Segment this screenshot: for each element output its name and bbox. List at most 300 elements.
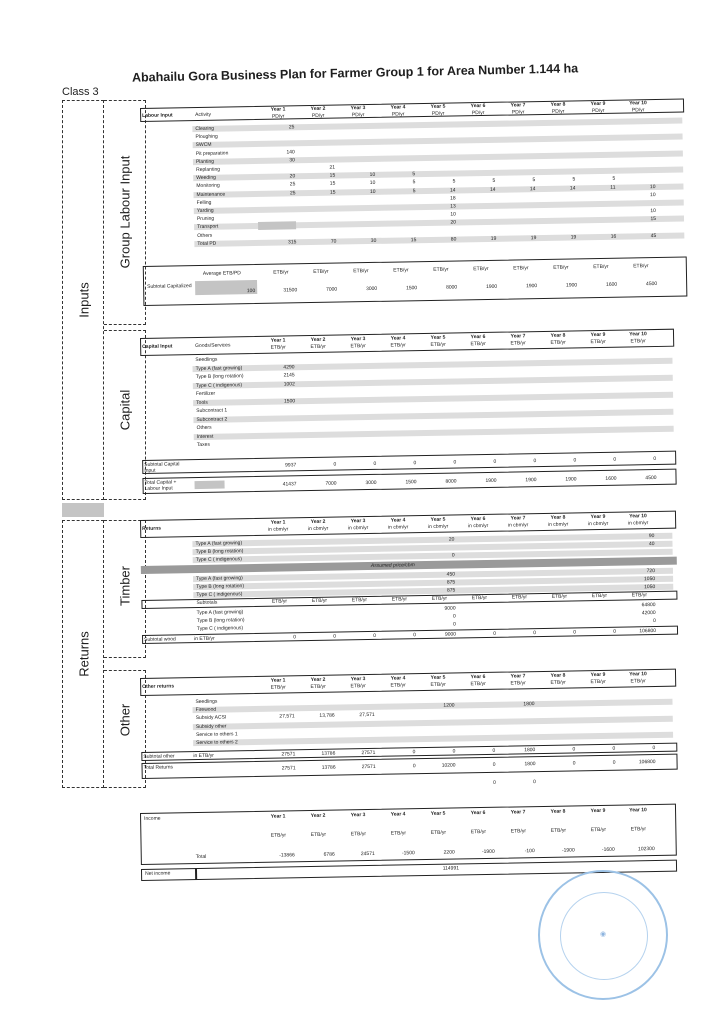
timber-price: 720	[646, 568, 656, 575]
header-label: Returns	[142, 525, 162, 532]
etb-unit: ETB/yr	[593, 263, 609, 271]
total-input-value: 41437	[282, 481, 297, 488]
etb-unit: ETB/yr	[631, 592, 648, 599]
other-item-label: Seedlings	[195, 698, 218, 706]
timber-price: 450	[446, 571, 456, 578]
year-header: Year 8	[550, 101, 566, 108]
timber-type-label: Type B (long rotation)	[195, 548, 244, 556]
capital-item-label: Tools	[196, 399, 208, 406]
year-header: Year 1	[270, 813, 286, 820]
labour-value: 5	[412, 187, 416, 194]
other-subtotal-value: 0	[572, 746, 576, 753]
net-income-value: 114991	[442, 865, 460, 872]
capital-label: Capital	[117, 389, 133, 431]
timber-subtotal-value: 0	[613, 628, 617, 635]
other-subtotal-value: 13786	[321, 750, 336, 757]
other-item-label: Subsidy ACSI	[195, 714, 227, 722]
timber-type-label: Type A (fast growing)	[195, 575, 243, 583]
etb-unit: ETB/yr	[273, 269, 289, 276]
etb-unit: ETB/yr	[513, 265, 529, 272]
labour-value: 16	[610, 233, 617, 240]
labour-value: 19	[490, 235, 497, 242]
year-header: Year 9	[590, 331, 606, 339]
other-subtotal-value: 1800	[524, 747, 536, 754]
year-header: Year 7	[510, 673, 526, 680]
unit-header: ETB/yr	[350, 831, 367, 838]
year-header: Year 5	[430, 516, 446, 523]
unit-header: in cbm/yr	[307, 525, 329, 533]
year-header: Year 6	[470, 333, 486, 341]
year-header: Year 9	[590, 100, 606, 108]
etb-unit: ETB/yr	[431, 595, 448, 602]
labour-value: 21	[329, 164, 336, 171]
timber-section	[140, 511, 678, 662]
income-total-value: -100	[524, 848, 535, 855]
etb-unit: ETB/yr	[591, 592, 608, 600]
capital-item-label: Subcontract 1	[196, 407, 228, 415]
capital-item-label: Type C ( indigenous)	[195, 381, 243, 389]
capital-subtotal-value: 0	[533, 458, 537, 465]
labour-subtotal-value: 31500	[283, 287, 298, 294]
labour-value: 15	[410, 236, 417, 244]
unit-header: in cbm/yr	[267, 526, 289, 533]
activity-label: Ploughing	[195, 133, 218, 141]
capital-value: 1002	[283, 380, 295, 387]
year-header: Year 3	[350, 676, 366, 683]
labour-subtotal-value: 3000	[366, 285, 378, 293]
unit-header: ETB/yr	[630, 678, 646, 685]
other-label: Other	[117, 703, 133, 737]
labour-subtotal-value: 4500	[645, 281, 658, 288]
unit-header: ETB/yr	[590, 678, 606, 686]
year-header: Year 7	[510, 102, 526, 109]
total-returns-value: 0	[572, 760, 576, 767]
unit-header: PD/yr	[431, 110, 445, 117]
unit-header: ETB/yr	[310, 831, 327, 839]
capital-item-label: Interest	[196, 433, 214, 440]
other-subtotal-label: Subtotal other	[143, 753, 175, 760]
timber-subtotal-value: 0	[533, 630, 537, 637]
income-total-value: 2200	[443, 849, 455, 856]
activity-label: Transport	[197, 224, 219, 231]
other-item-label: Firewood	[195, 706, 217, 714]
unit-header: ETB/yr	[510, 680, 526, 687]
etb-unit: ETB/yr	[393, 267, 409, 274]
capital-subtotal-value: 0	[573, 457, 577, 464]
labour-value: 14	[489, 186, 496, 193]
timber-value: 64800	[641, 602, 656, 609]
timber-type-label: Type C ( indigenous)	[196, 625, 244, 633]
other-subtotal-value: 0	[612, 745, 616, 752]
unit-header: ETB/yr	[470, 340, 486, 348]
labour-value: 18	[450, 195, 456, 202]
total-input-value: 1900	[565, 476, 577, 483]
income-total-value: -1900	[481, 848, 495, 856]
labour-value: 20	[289, 173, 296, 180]
row-shade	[194, 425, 674, 439]
timber-type-label: Type B (long rotation)	[196, 617, 245, 625]
unit-header: ETB/yr	[390, 682, 406, 689]
other-subtotal-value: 27571	[281, 751, 296, 758]
year-header: Year 4	[390, 335, 406, 342]
activity-label: Weeding	[196, 174, 216, 182]
etb-unit: ETB/yr	[391, 596, 408, 603]
subtotal-label: Subtotal Capitalized	[147, 283, 192, 290]
etb-unit: ETB/yr	[433, 266, 449, 273]
capital-subtotal-value: 0	[493, 458, 497, 465]
row-shade	[193, 408, 673, 422]
other-value: 27,571	[279, 713, 295, 720]
labour-value: 15	[650, 216, 657, 223]
year-header: Year 8	[550, 332, 566, 339]
timber-price: 875	[446, 579, 456, 586]
total-input-value: 4500	[645, 475, 657, 482]
year-header: Year 9	[590, 671, 606, 679]
unit-header: PD/yr	[511, 109, 525, 116]
labour-value: 10	[450, 211, 456, 218]
unit-header: PD/yr	[351, 112, 365, 119]
year-header: Year 10	[629, 100, 647, 107]
total-returns-label: Total Returns	[143, 764, 174, 771]
timber-subtotal-value: 0	[493, 630, 497, 637]
capital-item-label: Taxes	[196, 441, 210, 449]
unit-header: PD/yr	[471, 109, 485, 117]
unit-header: ETB/yr	[390, 342, 406, 349]
labour-value: 5	[532, 177, 536, 184]
unit-header: ETB/yr	[430, 681, 446, 688]
year-header: Year 1	[270, 106, 286, 113]
unit-header: ETB/yr	[270, 832, 287, 839]
total-input-value: 1600	[605, 475, 617, 482]
unit-header: ETB/yr	[630, 826, 647, 833]
etb-unit: ETB/yr	[511, 594, 528, 601]
unit-header: ETB/yr	[510, 828, 527, 835]
subtotal-wood-unit: in ETB/yr	[194, 635, 215, 643]
timber-subtotal-value: 0	[573, 629, 577, 636]
total-returns-value: 27571	[281, 765, 296, 772]
header-label: Activity	[195, 111, 212, 119]
income-total-value: 6786	[323, 851, 335, 858]
year-header: Year 7	[510, 809, 526, 816]
timber-volume: 0	[451, 552, 455, 559]
capital-subtotal-value: 0	[653, 456, 657, 463]
timber-subtotal-value: 9000	[444, 631, 457, 638]
capital-item-label: Type A (fast growing)	[195, 364, 243, 372]
labour-section	[140, 98, 690, 322]
year-header: Year 1	[270, 519, 286, 526]
labour-value: 5	[572, 176, 576, 183]
labour-value: 13	[450, 203, 456, 210]
unit-header: ETB/yr	[510, 340, 526, 347]
labour-value: 14	[569, 185, 576, 192]
year-header: Year 6	[470, 673, 486, 681]
timber-subtotal-value: 106800	[639, 628, 657, 635]
extra-value: 0	[493, 779, 496, 786]
header-label: Goods/Services	[195, 342, 231, 350]
total-input-value: 3000	[365, 479, 377, 487]
year-header: Year 3	[350, 105, 366, 112]
labour-value: 14	[449, 187, 456, 194]
labour-value: 10	[650, 208, 656, 215]
unit-header: ETB/yr	[270, 684, 286, 691]
year-header: Year 4	[390, 811, 406, 818]
unit-header: ETB/yr	[310, 343, 326, 351]
timber-type-label: Type C ( indigenous)	[196, 591, 243, 599]
extra-value: 0	[533, 779, 536, 786]
labour-value: 25	[289, 189, 296, 196]
labour-value: 15	[329, 172, 336, 179]
labour-value: 10	[369, 188, 376, 195]
total-returns-value: 0	[412, 763, 416, 770]
timber-subtotal-value: 0	[293, 634, 297, 641]
year-header: Year 5	[430, 334, 446, 341]
labour-value: 25	[289, 181, 296, 188]
year-header: Year 6	[470, 102, 486, 110]
unit-header: in cbm/yr	[427, 523, 449, 530]
header-label: Labour Input	[142, 112, 173, 119]
total-returns-value: 10200	[441, 762, 456, 769]
year-header: Year 8	[550, 672, 566, 679]
unit-header: in cbm/yr	[587, 520, 609, 528]
unit-header: ETB/yr	[390, 830, 407, 837]
total-returns-value: 0	[492, 761, 496, 768]
labour-value: 315	[287, 239, 297, 246]
other-value: 1800	[523, 701, 535, 708]
total-input-value: 7000	[325, 480, 337, 487]
unit-header: in cbm/yr	[467, 522, 489, 530]
etb-unit: ETB/yr	[471, 594, 488, 602]
income-total-label: Total	[195, 853, 207, 861]
other-item-label: Subsidy other	[195, 723, 227, 730]
unit-header: PD/yr	[391, 111, 405, 118]
etb-unit: ETB/yr	[311, 597, 328, 605]
year-header: Year 4	[390, 675, 406, 682]
timber-value: 0	[452, 613, 456, 620]
year-header: Year 7	[510, 333, 526, 340]
labour-value: 19	[570, 234, 577, 241]
year-header: Year 2	[310, 518, 326, 526]
labour-value: 80	[450, 236, 457, 243]
income-label: Income	[144, 815, 161, 822]
other-value: 27,571	[359, 712, 375, 719]
labour-value: 10	[649, 191, 656, 198]
returns-label: Returns	[76, 631, 92, 677]
unit-header: in cbm/yr	[547, 521, 569, 528]
activity-label: Replanting	[196, 166, 221, 174]
unit-header: PD/yr	[631, 107, 645, 114]
subtotal-wood-label: Subtotal wood	[144, 636, 176, 643]
unit-header: in cbm/yr	[387, 524, 409, 531]
unit-header: PD/yr	[591, 107, 605, 115]
timber-volume: 20	[448, 536, 455, 543]
activity-label: Yarding	[196, 207, 214, 215]
etb-unit: ETB/yr	[351, 597, 368, 604]
unit-header: in cbm/yr	[627, 520, 649, 527]
timber-value: 0	[453, 621, 456, 628]
timber-volume: 40	[648, 541, 655, 548]
etb-unit: ETB/yr	[313, 268, 329, 276]
labour-subtotal-value: 1900	[525, 283, 538, 290]
other-item-label: Service to others 1	[195, 731, 238, 738]
year-header: Year 10	[629, 671, 647, 678]
unit-header: ETB/yr	[470, 680, 486, 688]
other-subtotal-value: 0	[452, 748, 456, 755]
total-input-value: 1900	[485, 477, 497, 484]
unit-header: in cbm/yr	[347, 525, 369, 532]
activity-label: Pruning	[196, 215, 215, 223]
unit-header: in cbm/yr	[507, 522, 529, 529]
labour-value: 5	[412, 171, 416, 178]
page-title: Abahailu Gora Business Plan for Farmer Group 1 for Area Number 1.144 ha	[131, 61, 579, 85]
total-returns-value: 13786	[321, 764, 336, 771]
timber-volume: 90	[648, 533, 655, 540]
etb-unit: ETB/yr	[353, 268, 369, 275]
etb-unit: ETB/yr	[551, 593, 568, 600]
unit-header: ETB/yr	[350, 343, 366, 350]
capital-value: 1500	[283, 397, 296, 404]
labour-subtotal-value: 1600	[605, 281, 618, 288]
timber-label: Timber	[117, 566, 133, 606]
activity-label: Pit preparation	[195, 150, 229, 157]
activity-label: Clearing	[195, 125, 215, 133]
etb-unit: ETB/yr	[473, 265, 489, 273]
income-total-value: 24571	[360, 850, 375, 858]
inputs-label: Inputs	[76, 282, 92, 318]
unit-header: ETB/yr	[550, 679, 566, 686]
header-label: Capital Input	[142, 343, 173, 350]
labour-value: 15	[329, 189, 336, 196]
unit-header: ETB/yr	[590, 338, 606, 346]
labour-value: 5	[492, 178, 496, 185]
year-header: Year 9	[590, 807, 606, 815]
capital-item-label: Others	[196, 424, 212, 432]
labour-subtotal-value: 1900	[565, 282, 578, 289]
avg-label: Average ETB/PD	[202, 270, 241, 277]
year-header: Year 10	[629, 331, 647, 338]
net-income-label: Net income	[145, 870, 171, 877]
labour-value: 45	[650, 232, 657, 239]
income-total-value: -1600	[601, 846, 615, 853]
labour-value: 5	[452, 178, 456, 185]
year-header: Year 10	[629, 513, 647, 520]
capital-subtotal-value: 0	[373, 460, 377, 467]
total-input-value: 8000	[445, 478, 457, 485]
other-value: 1200	[443, 702, 455, 709]
labour-value: 10	[369, 172, 376, 179]
timber-price: 1050	[643, 576, 656, 583]
avg-value: 100	[246, 288, 256, 295]
other-subtotal-unit: in ETB/yr	[193, 752, 214, 760]
year-header: Year 5	[430, 103, 446, 110]
year-header: Year 3	[350, 518, 366, 525]
total-returns-value: 106800	[638, 759, 656, 766]
header-label: Other returns	[142, 683, 175, 690]
unit-header: ETB/yr	[430, 829, 447, 836]
timber-subtotal-value: 0	[413, 632, 417, 639]
etb-unit: ETB/yr	[271, 598, 288, 605]
total-returns-value: 1800	[524, 761, 536, 768]
labour-value: 10	[369, 180, 376, 187]
timber-type-label: Type A (fast growing)	[196, 609, 244, 617]
year-header: Year 5	[430, 810, 446, 817]
timber-subtotal-value: 0	[333, 633, 337, 640]
labour-value: 15	[329, 180, 336, 188]
year-header: Year 6	[470, 515, 486, 523]
timber-price: 1050	[644, 584, 656, 591]
total-input-value: 1900	[525, 477, 537, 484]
capital-value: 4290	[283, 363, 295, 371]
unit-header: PD/yr	[271, 113, 285, 120]
total-input-cell	[195, 481, 225, 490]
other-item-label: Service to others 2	[196, 739, 238, 747]
other-returns-section	[140, 669, 678, 808]
group-labour-label: Group Labour Input	[117, 155, 133, 269]
capital-value: 2145	[283, 372, 295, 379]
labour-value: 20	[450, 219, 457, 226]
labour-value: 11	[610, 184, 616, 191]
unit-header: ETB/yr	[470, 828, 487, 836]
unit-header: ETB/yr	[590, 826, 607, 834]
year-header: Year 10	[629, 807, 647, 814]
activity-label: Felling	[196, 199, 212, 206]
row-shade	[193, 134, 683, 149]
net-income-divider	[195, 868, 197, 880]
labour-value: 140	[286, 148, 295, 156]
capital-subtotal-value: 0	[453, 459, 457, 466]
capital-item-label: Seedlings	[195, 356, 218, 364]
capital-section	[140, 329, 677, 498]
labour-subtotal-value: 1900	[485, 283, 498, 290]
timber-price: 875	[446, 587, 456, 594]
labour-value: 70	[330, 238, 337, 245]
capital-subtotal-value: 0	[613, 456, 617, 463]
total-returns-value: 0	[612, 759, 616, 766]
year-header: Year 9	[590, 513, 606, 521]
total-returns-value: 27571	[361, 763, 376, 771]
year-header: Year 1	[270, 677, 286, 684]
other-subtotal-value: 0	[412, 749, 416, 756]
class-label: Class 3	[62, 86, 99, 98]
labour-value: 19	[530, 234, 537, 241]
capital-subtotal-value: 9937	[285, 462, 297, 469]
year-header: Year 8	[550, 514, 566, 521]
capital-item-label: Fertilizer	[195, 390, 216, 398]
timber-value: 9000	[444, 605, 456, 612]
unit-header: ETB/yr	[550, 339, 566, 346]
capital-subtotal-value: 0	[333, 461, 337, 468]
income-total-value: 102300	[637, 846, 655, 853]
other-value: 13,786	[319, 712, 335, 720]
capital-item-label: Subcontract 2	[196, 415, 228, 423]
year-header: Year 4	[390, 104, 406, 111]
timber-value: 0	[653, 618, 656, 625]
activity-label: Planting	[195, 158, 215, 165]
year-header: Year 2	[310, 812, 326, 820]
labour-value: 5	[612, 176, 616, 183]
timber-value: 42000	[641, 610, 656, 617]
labour-value: 14	[529, 185, 536, 192]
year-header: Year 3	[350, 812, 366, 819]
etb-unit: ETB/yr	[553, 264, 569, 271]
separator-band	[62, 503, 104, 517]
subtotals-label: Subtotals	[196, 599, 218, 607]
labour-subtotal-value: 8000	[446, 284, 458, 291]
unit-header: ETB/yr	[430, 341, 446, 348]
activity-label: Maintenance	[196, 191, 226, 198]
income-total-value: -1500	[401, 850, 415, 857]
unit-header: ETB/yr	[270, 344, 286, 351]
timber-type-label: Type B (long rotation)	[196, 583, 245, 591]
